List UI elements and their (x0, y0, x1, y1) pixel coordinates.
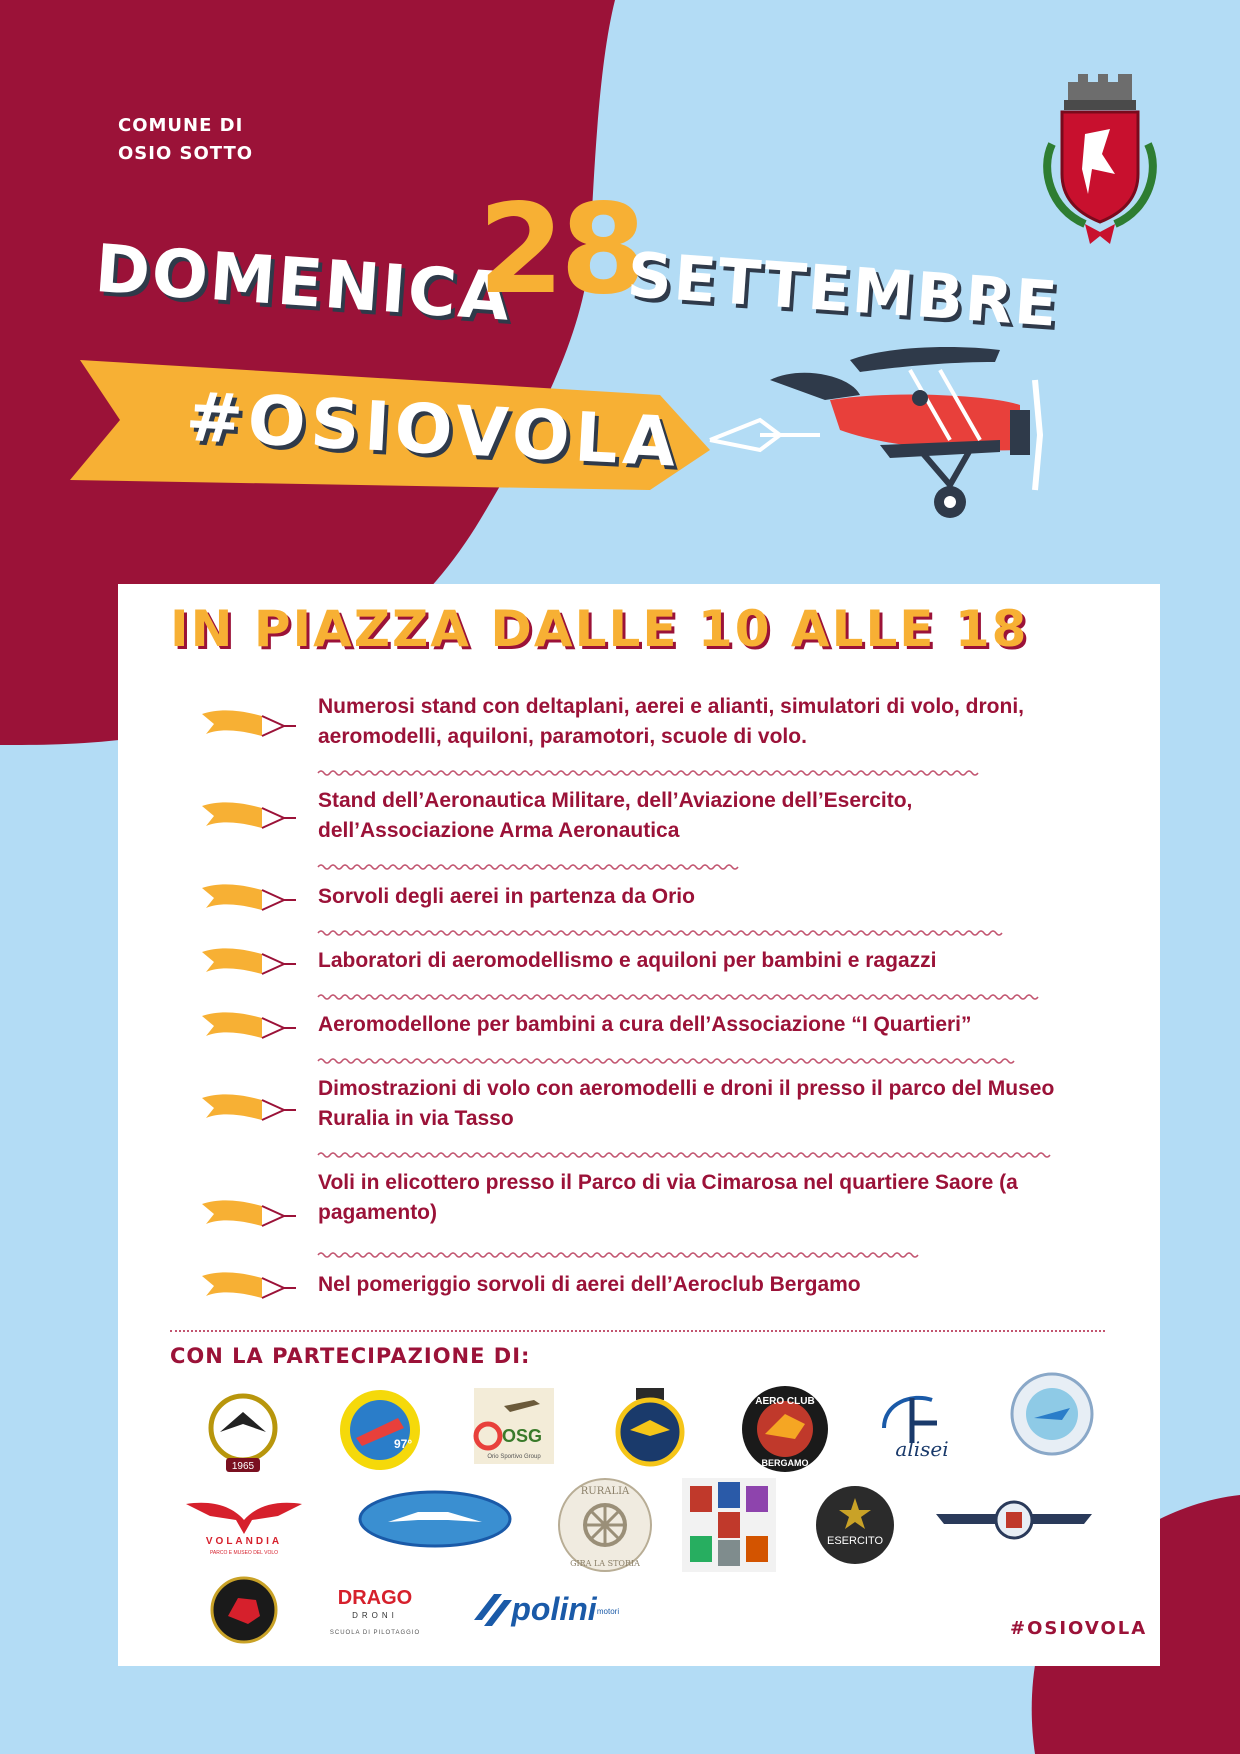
flag-bullet-icon (200, 702, 300, 742)
banner-hashtag: #OSIOVOLA (183, 378, 683, 483)
aero-club-bergamo-logo (740, 1384, 830, 1474)
flag-bullet-icon (200, 940, 300, 980)
wavy-divider (318, 862, 738, 872)
program-item: Nel pomeriggio sorvoli di aerei dell’Aeroclub Bergamo (318, 1273, 861, 1296)
wavy-divider (318, 1150, 1048, 1160)
program-item: Stand dell’Aeronautica Militare, dell’Aviazione dell’Esercito, dell’Associazione Arma Aeronautica (318, 789, 913, 842)
ruralia-bottom: GIRA LA STORIA (570, 1559, 640, 1568)
ruralia-top: RURALIA (580, 1486, 630, 1497)
flag-bullet-icon (200, 1004, 300, 1044)
flag-bullet-icon (200, 794, 300, 834)
volandia-subtext: PARCO E MUSEO DEL VOLO (209, 1550, 279, 1556)
volandia-text: VOLANDIA (205, 1536, 283, 1547)
program-item: Laboratori di aeromodellismo e aquiloni per bambini e ragazzi (318, 949, 937, 972)
wavy-divider (318, 768, 978, 778)
esercito-logo (814, 1484, 896, 1566)
aero-club-top: AERO CLUB (755, 1396, 815, 1407)
flag-bullet-icon (200, 1086, 300, 1126)
ruralia-logo (556, 1476, 654, 1574)
falchi-year: 1965 (231, 1461, 255, 1472)
program-item: Voli in elicottero presso il Parco di via Cimarosa nel quartiere Saore (a pagamento) (318, 1171, 1018, 1224)
polini-text: polini (511, 1591, 597, 1627)
program-item: Dimostrazioni di volo con aeromodelli e droni il presso il parco del Museo Ruralia in via Tasso (318, 1077, 1055, 1130)
aero-club-bottom: BERGAMO (761, 1458, 809, 1468)
coat-of-arms-icon (1030, 74, 1170, 250)
polini-logo (472, 1584, 620, 1634)
aeronautica-logo (612, 1386, 688, 1466)
ava-logo (358, 1490, 512, 1548)
comune-line1: COMUNE DI (118, 115, 244, 136)
esercito-text: ESERCITO (826, 1535, 884, 1547)
comune-label (118, 112, 253, 168)
program-item: Aeromodellone per bambini a cura dell’Associazione “I Quartieri” (318, 1013, 972, 1036)
wavy-divider (318, 1250, 908, 1260)
comune-line2: OSIO SOTTO (118, 143, 254, 164)
aviazione-esercito-logo (934, 1496, 1094, 1546)
volandia-logo (182, 1490, 306, 1556)
aerei-lecco-logo (1010, 1372, 1094, 1456)
wavy-divider (318, 928, 998, 938)
program-title: IN PIAZZA DALLE 10 ALLE 18 (170, 600, 1029, 658)
osg-subtext: Orio Sportivo Group (487, 1454, 541, 1460)
program-item: Numerosi stand con deltaplani, aerei e alianti, simulatori di volo, droni, aeromodelli, aquiloni, paramotori, scuole di volo. (318, 695, 1024, 748)
headline-date-number: 28 (478, 178, 643, 322)
biplane-icon (770, 347, 1040, 518)
drago-text: DRAGO (337, 1587, 413, 1609)
flag-bullet-icon (200, 876, 300, 916)
osg-logo (474, 1388, 554, 1464)
flag-bullet-icon (200, 1192, 300, 1232)
alisei-logo (872, 1388, 970, 1464)
program-item: Sorvoli degli aerei in partenza da Orio (318, 885, 695, 908)
gc-97-logo (338, 1388, 422, 1472)
alisei-text: alisei (895, 1437, 949, 1461)
headline-day: DOMENICA (92, 230, 514, 336)
quartieri-logo (682, 1478, 776, 1572)
drago-mid: DRONI (352, 1611, 398, 1620)
gc-97-text: 97° (394, 1437, 413, 1451)
drago-droni-logo (330, 1584, 420, 1640)
divider-dotted (170, 1330, 1105, 1332)
wavy-divider (318, 992, 1028, 1002)
falchi-logo (200, 1384, 286, 1476)
club-logo-red-horse (210, 1576, 278, 1644)
polini-subtext: motori (596, 1607, 620, 1616)
partners-label: CON LA PARTECIPAZIONE DI: (170, 1344, 531, 1368)
flag-bullet-icon (200, 1264, 300, 1304)
drago-subtext: SCUOLA DI PILOTAGGIO (329, 1630, 421, 1636)
footer-hashtag: #OSIOVOLA (1010, 1618, 1148, 1639)
headline-month: SETTEMBRE (624, 238, 1062, 341)
wavy-divider (318, 1056, 1008, 1066)
osg-text: OSG (502, 1426, 543, 1446)
